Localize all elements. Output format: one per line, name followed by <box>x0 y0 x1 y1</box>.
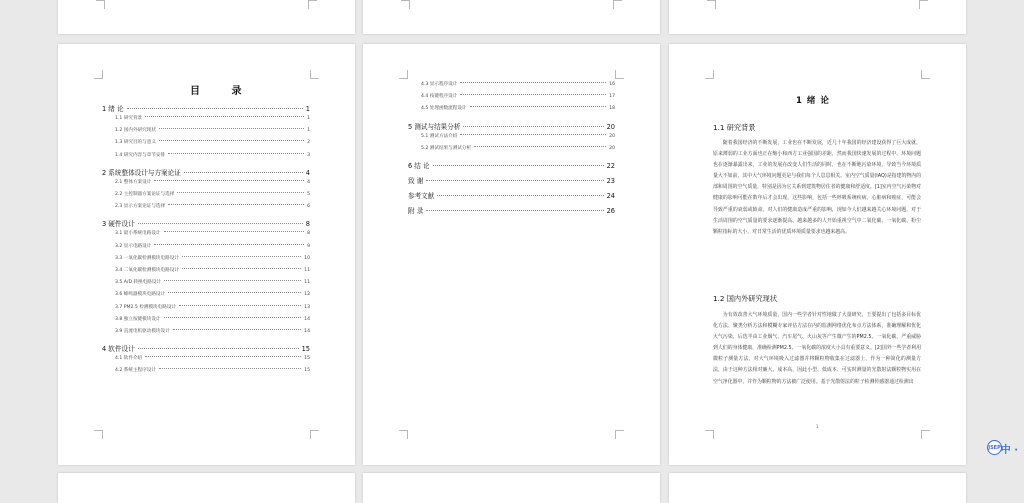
toc-entry-title: 4.5 处理函数流程设计 <box>421 106 467 112</box>
margin-corner <box>615 430 624 439</box>
toc-entry-title: 5 测试与结果分析 <box>408 122 461 131</box>
section-heading: 1.1 研究背景 <box>713 123 756 132</box>
page-toc <box>58 44 355 465</box>
toc-dot-leader <box>145 116 304 117</box>
toc-entry-page-number: 16 <box>609 82 615 87</box>
toc-entry-page-number: 2 <box>307 140 310 146</box>
toc-dot-leader <box>168 204 304 205</box>
toc-dot-leader <box>138 223 303 224</box>
toc-dot-leader <box>182 256 301 257</box>
toc-entry-page-number: 14 <box>304 329 310 334</box>
toc-entry-section[interactable] <box>115 179 310 187</box>
toc-entry-page-number: 4 <box>307 179 310 185</box>
toc-entry-title: 3.6 蜂鸣器模块电路设计 <box>115 292 166 298</box>
toc-entry-title: 2.2 主控制器方案论证与选择 <box>115 192 175 197</box>
toc-entry-section[interactable] <box>421 145 615 153</box>
toc-entry-title: 2.1 整体方案设计 <box>115 179 152 185</box>
toc-entry-page-number: 9 <box>307 243 310 249</box>
toc-entry-section[interactable] <box>421 105 615 113</box>
toc-dot-leader <box>164 231 305 232</box>
toc-dot-leader <box>179 305 301 306</box>
margin-corner <box>707 0 716 9</box>
toc-entry-page-number: 20 <box>609 133 615 139</box>
margin-corner <box>705 70 714 79</box>
margin-corner <box>96 0 105 9</box>
toc-entry-section[interactable] <box>115 267 310 275</box>
toc-dot-leader <box>173 329 301 330</box>
page-number: 1 <box>816 424 819 429</box>
toc-entry-title: 3.1 最小系统电路设计 <box>115 231 161 237</box>
toc-entry-chapter[interactable] <box>408 175 615 185</box>
margin-corner <box>615 70 624 79</box>
toc-entry-section[interactable] <box>115 243 310 251</box>
margin-corner <box>399 430 408 439</box>
toc-entry-chapter[interactable] <box>408 205 615 215</box>
toc-title: 目 录 <box>190 86 256 97</box>
toc-entry-title: 3.5 A/D 转换电路设计 <box>115 280 162 286</box>
toc-entry-title: 5.2 测试结果与测试分析 <box>421 145 472 151</box>
toc-entry-title: 1.1 研究背景 <box>115 116 143 121</box>
toc-dot-leader <box>145 356 301 357</box>
toc-entry-title: 4 软件设计 <box>102 345 135 354</box>
toc-dot-leader <box>470 106 607 107</box>
toc-entry-section[interactable] <box>115 291 310 299</box>
toc-entry-section[interactable] <box>421 81 615 89</box>
toc-entry-page-number: 15 <box>301 345 310 354</box>
toc-dot-leader <box>463 126 603 127</box>
toc-entry-title: 1.3 研究目的与意义 <box>115 140 156 146</box>
toc-entry-page-number: 23 <box>606 177 615 185</box>
toc-entry-title: 3.8 独立按键模块设计 <box>115 316 161 322</box>
toc-entry-section[interactable] <box>115 304 310 312</box>
chapter-title: 1 绪 论 <box>796 96 830 106</box>
toc-entry-page-number: 1 <box>307 128 310 134</box>
toc-entry-page-number: 8 <box>305 220 310 229</box>
toc-dot-leader <box>426 210 603 211</box>
toc-entry-title: 4.4 按键程序设计 <box>421 94 458 100</box>
toc-entry-title: 3.9 直流电机驱动模块设计 <box>115 329 170 334</box>
page-toc-continued <box>363 44 660 465</box>
toc-dot-leader <box>154 180 304 181</box>
toc-dot-leader <box>437 195 603 196</box>
toc-dot-leader <box>168 153 304 154</box>
toc-dot-leader <box>164 317 302 318</box>
toc-entry-page-number: 15 <box>304 356 310 362</box>
toc-dot-leader <box>168 292 301 293</box>
toc-entry-page-number: 12 <box>304 292 310 298</box>
translate-language-label[interactable]: 中 · <box>1000 445 1018 456</box>
body-paragraph: 随着我国经济的不断发展，工业也在不断发展，近几十年我国的经济建设获得了巨大成就，原来薄弱的工业方面也正在缩小和西方工业强国的差距，然而我国快速发展的过程中，环境问题也在逐渐暴露出来，工业的发展在改变人们生活的同时，也在不断地污染环境，导致当今环境质量大不如前，其中大气环境问题更是与我们每个人息息相关。室内空气质量(IAQ)是指建筑物内的部和周围的空气质量，特别是因为它关系到建筑物居住者的健康和舒适度。[1]室内空气污染物对健康的影响可能在数年后才会出现，这些影响，包括一些呼吸系统疾病，心脏病和癌症，可能会导致严重的衰弱或致命。对人们的健康造成严重的影响，现如今人们越来越关心环境问题，对于生活周围的空气质量的要求逐渐提高，越来越多的人开始重视空气中二氧化碳、一氧化碳、粉尘颗粒指标的大小，对日常生活的优质环境质量要求也越来越高。 <box>713 140 921 235</box>
margin-corner <box>613 0 622 9</box>
toc-entry-title: 3.7 PM2.5 检测模块电路设计 <box>115 304 177 310</box>
toc-dot-leader <box>138 348 299 349</box>
toc-dot-leader <box>177 192 304 193</box>
toc-entry-title: 致 谢 <box>408 177 424 185</box>
toc-dot-leader <box>426 180 603 181</box>
toc-dot-leader <box>159 368 301 369</box>
page-partial-top-left <box>58 0 355 34</box>
toc-dot-leader <box>159 140 304 141</box>
toc-entry-section[interactable] <box>115 367 310 375</box>
toc-entry-section[interactable] <box>115 203 310 211</box>
toc-entry-section[interactable] <box>115 328 310 336</box>
margin-corner <box>94 70 103 79</box>
section-heading: 1.2 国内外研究现状 <box>713 294 778 303</box>
toc-entry-title: 4.2 系统主程序设计 <box>115 368 156 374</box>
toc-entry-page-number: 20 <box>609 145 615 151</box>
toc-entry-page-number: 11 <box>304 268 310 273</box>
toc-entry-page-number: 15 <box>304 368 310 374</box>
toc-entry-title: 2 系统整体设计与方案论证 <box>102 168 181 177</box>
toc-entry-chapter[interactable] <box>408 190 615 200</box>
toc-entry-title: 5.1 测试方法介绍 <box>421 133 458 139</box>
toc-entry-title: 3.3 一氧化碳检测模块电路设计 <box>115 255 179 261</box>
toc-dot-leader <box>460 82 606 83</box>
toc-entry-page-number: 11 <box>304 280 310 286</box>
translate-icon[interactable]: JSEP <box>987 440 1002 455</box>
toc-entry-page-number: 26 <box>606 207 615 215</box>
margin-corner <box>399 70 408 79</box>
toc-dot-leader <box>159 128 304 129</box>
toc-entry-title: 2.3 显示方案论证与选择 <box>115 204 166 210</box>
toc-dot-leader <box>460 94 606 95</box>
toc-dot-leader <box>182 268 301 269</box>
toc-entry-title: 6 结 论 <box>408 162 430 170</box>
toc-entry-title: 1 绪 论 <box>102 105 124 113</box>
margin-corner <box>310 430 319 439</box>
toc-dot-leader <box>433 165 604 166</box>
page-partial-bottom-middle <box>363 473 660 503</box>
page-partial-bottom-left <box>58 473 355 503</box>
page-chapter-1 <box>669 44 966 465</box>
toc-entry-chapter[interactable] <box>102 167 310 177</box>
toc-entry-page-number: 5 <box>307 192 310 197</box>
toc-entry-section[interactable] <box>115 316 310 324</box>
toc-entry-chapter[interactable] <box>408 121 615 131</box>
toc-entry-section[interactable] <box>115 115 310 123</box>
body-paragraph: 为有效改善大气环境质量，国内一些学者针对性地做了大量研究，王要提出了包括多目标优化方法、聚类分析方法和模糊专家评估方法在内的监测网络优化布点方法体系，准确理解和优化大气污染，后选半由工业烟气、汽车尾气、火山灰等产生微产生的PM2.5、一氧化碳，严重威胁到人们的身体健康，准确检测PM2.5、一氧化碳的浓度大小具有重要意义。[2]国外一些学者利用微粒子测量方法，对大气环境吸入过滤器并将颗粒物收集在过滤器上，作为一种简化的测量方法，由于这种方法相对廉大、成本高，因此小型、低成本、可实时测量的光散射法颗粒物实用在空气净化器中，并作为颗粒物的方法被广泛使用。基于光散射法的粒子检测传感器通过检测出 <box>713 312 921 385</box>
page-partial-top-middle <box>363 0 660 34</box>
toc-entry-section[interactable] <box>115 355 310 363</box>
margin-corner <box>921 430 930 439</box>
toc-entry-section[interactable] <box>115 230 310 238</box>
margin-corner <box>310 70 319 79</box>
toc-dot-leader <box>164 280 301 281</box>
toc-entry-page-number: 17 <box>609 94 615 100</box>
margin-corner <box>401 0 410 9</box>
toc-entry-page-number: 13 <box>304 304 310 310</box>
toc-entry-page-number: 20 <box>606 122 615 131</box>
toc-entry-page-number: 10 <box>304 255 310 261</box>
toc-entry-title: 4.1 软件介绍 <box>115 356 143 362</box>
toc-entry-title: 4.3 显示程序设计 <box>421 82 458 87</box>
toc-entry-section[interactable] <box>421 93 615 101</box>
margin-corner <box>705 430 714 439</box>
toc-entry-page-number: 6 <box>307 204 310 210</box>
toc-entry-section[interactable] <box>115 127 310 135</box>
toc-entry-page-number: 1 <box>307 116 310 121</box>
toc-entry-section[interactable] <box>115 191 310 199</box>
margin-corner <box>921 70 930 79</box>
margin-corner <box>308 0 317 9</box>
toc-entry-section[interactable] <box>115 255 310 263</box>
toc-dot-leader <box>154 244 304 245</box>
margin-corner <box>919 0 928 9</box>
toc-entry-title: 3 硬件设计 <box>102 220 135 229</box>
toc-entry-page-number: 3 <box>307 152 310 158</box>
page-partial-bottom-right <box>669 473 966 503</box>
toc-entry-section[interactable] <box>421 133 615 141</box>
margin-corner <box>94 430 103 439</box>
toc-dot-leader <box>127 108 303 109</box>
toc-dot-leader <box>184 172 303 173</box>
page-partial-top-right <box>669 0 966 34</box>
toc-entry-page-number: 8 <box>307 231 310 237</box>
toc-dot-leader <box>460 134 606 135</box>
toc-entry-title: 1.2 国内外研究现状 <box>115 128 156 134</box>
toc-entry-page-number: 18 <box>609 106 615 112</box>
toc-entry-page-number: 14 <box>304 316 310 322</box>
toc-entry-chapter[interactable] <box>408 160 615 170</box>
toc-entry-page-number: 4 <box>305 168 310 177</box>
toc-entry-section[interactable] <box>115 139 310 147</box>
toc-entry-chapter[interactable] <box>102 218 310 228</box>
toc-entry-title: 3.4 二氧化碳检测模块电路设计 <box>115 268 179 273</box>
toc-entry-title: 参考文献 <box>408 192 435 200</box>
toc-entry-title: 3.2 显示电路设计 <box>115 243 152 249</box>
toc-entry-chapter[interactable] <box>102 343 310 353</box>
toc-entry-section[interactable] <box>115 152 310 160</box>
toc-entry-title: 附 录 <box>408 207 424 215</box>
toc-entry-page-number: 24 <box>606 192 615 200</box>
toc-dot-leader <box>474 146 606 147</box>
toc-entry-title: 1.4 研究内容与章节安排 <box>115 152 166 158</box>
toc-entry-page-number: 22 <box>606 162 615 170</box>
toc-entry-page-number: 1 <box>305 105 310 113</box>
toc-entry-section[interactable] <box>115 279 310 287</box>
toc-entry-chapter[interactable] <box>102 103 310 113</box>
